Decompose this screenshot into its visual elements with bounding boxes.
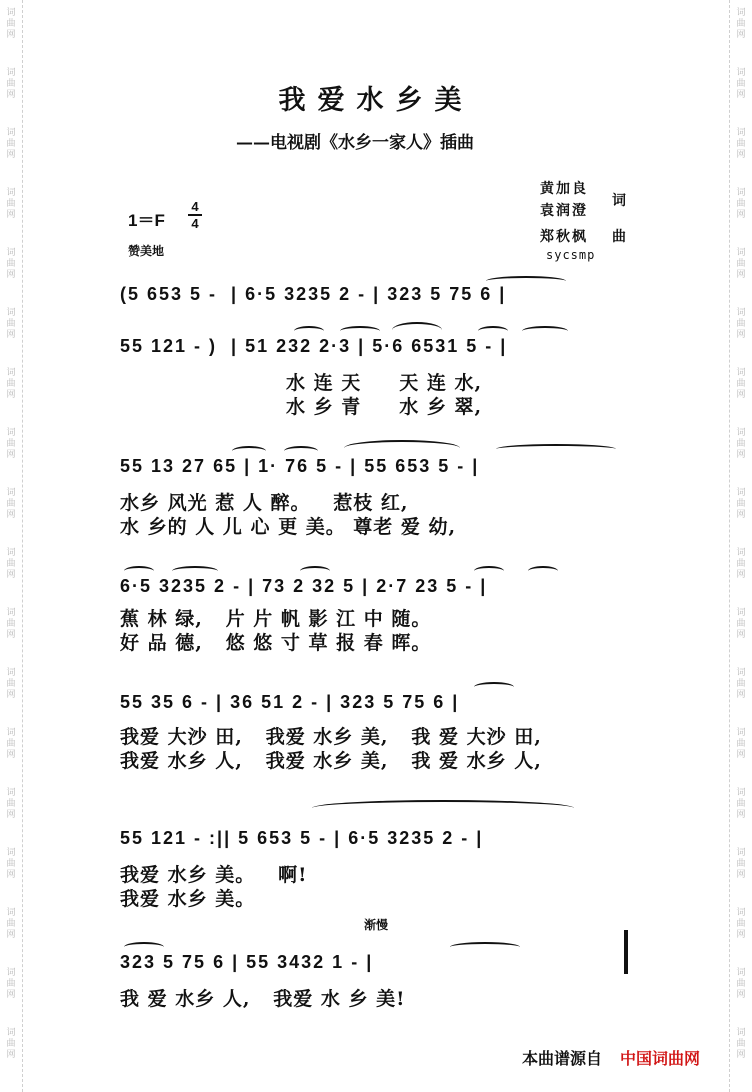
watermark-mark: 词 曲 网 bbox=[6, 968, 16, 1000]
watermark-mark: 词 曲 网 bbox=[736, 8, 746, 40]
system-4-lyrics-2: 好 品 德, 悠 悠 寸 草 报 春 晖。 bbox=[120, 632, 432, 654]
watermark-mark: 词 曲 网 bbox=[6, 308, 16, 340]
tie bbox=[344, 440, 460, 456]
source-brand-link[interactable]: 中国词曲网 bbox=[620, 1051, 701, 1068]
watermark-mark: 词 曲 网 bbox=[6, 188, 16, 220]
slur bbox=[124, 566, 154, 576]
system-4-notes: 6·5 3235 2 - | 73 2 32 5 | 2·7 23 5 - | bbox=[120, 576, 488, 596]
key-signature: 1＝F bbox=[128, 211, 165, 230]
slur bbox=[300, 566, 330, 576]
watermark-mark: 词 曲 网 bbox=[6, 728, 16, 760]
uploader-tag: sycsmp bbox=[546, 248, 596, 262]
watermark-mark: 词 曲 网 bbox=[6, 8, 16, 40]
watermark-mark: 词 曲 网 bbox=[6, 848, 16, 880]
phrase-tie bbox=[312, 800, 574, 816]
watermark-mark: 词 曲 网 bbox=[6, 428, 16, 460]
system-3-notes: 55 13 27 65 | 1· 76 5 - | 55 653 5 - | bbox=[120, 456, 480, 476]
tie bbox=[392, 322, 442, 338]
slur bbox=[528, 566, 558, 576]
source-label: 本曲谱源自 bbox=[522, 1051, 603, 1068]
system-5-lyrics-1: 我爱 大沙 田, 我爱 水乡 美, 我 爱 大沙 田, bbox=[120, 726, 542, 748]
slur bbox=[294, 326, 324, 336]
composer-role: 曲 bbox=[612, 229, 628, 245]
watermark-mark: 词 曲 网 bbox=[736, 788, 746, 820]
watermark-mark: 词 曲 网 bbox=[6, 608, 16, 640]
watermark-mark: 词 曲 网 bbox=[736, 908, 746, 940]
watermark-mark: 词 曲 网 bbox=[6, 668, 16, 700]
watermark-mark: 词 曲 网 bbox=[736, 1028, 746, 1060]
time-signature-top: 4 bbox=[191, 199, 199, 214]
watermark-mark: 词 曲 网 bbox=[736, 128, 746, 160]
system-7-notes: 323 5 75 6 | 55 3432 1 - | bbox=[120, 952, 374, 972]
song-title: 我爱水乡美 bbox=[278, 85, 474, 116]
system-3-lyrics-2: 水 乡的 人 儿 心 更 美。 尊老 爱 幼, bbox=[120, 516, 457, 538]
composer-1: 袁润澄 bbox=[540, 203, 588, 219]
slur bbox=[284, 446, 318, 456]
slur bbox=[124, 942, 164, 952]
watermark-mark: 词 曲 网 bbox=[6, 68, 16, 100]
system-6-lyrics-1: 我爱 水乡 美。 啊! bbox=[120, 864, 308, 886]
watermark-mark: 词 曲 网 bbox=[736, 728, 746, 760]
time-signature bbox=[188, 200, 202, 230]
system-1-notes: (5 653 5 - | 6·5 3235 2 - | 323 5 75 6 | bbox=[120, 284, 507, 304]
watermark-mark: 词 曲 网 bbox=[6, 1028, 16, 1060]
watermark-mark: 词 曲 网 bbox=[736, 668, 746, 700]
system-2-lyrics-1: 水 连 天 天 连 水, bbox=[286, 372, 483, 394]
tempo-marking: 赞美地 bbox=[128, 244, 165, 258]
slur bbox=[340, 326, 380, 336]
system-6-lyrics-2: 我爱 水乡 美。 bbox=[120, 888, 256, 910]
system-2-notes: 55 121 - ) | 51 232 2·3 | 5·6 6531 5 - | bbox=[120, 336, 508, 356]
watermark-mark: 词 曲 网 bbox=[6, 128, 16, 160]
slur bbox=[474, 566, 504, 576]
slur bbox=[450, 942, 520, 952]
source-credit bbox=[522, 1046, 700, 1069]
system-5-notes: 55 35 6 - | 36 51 2 - | 323 5 75 6 | bbox=[120, 692, 460, 712]
lyricist: 黄加良 bbox=[540, 181, 588, 197]
watermark-mark: 词 曲 网 bbox=[6, 908, 16, 940]
slur bbox=[496, 444, 616, 454]
system-4-lyrics-1: 蕉 林 绿, 片 片 帆 影 江 中 随。 bbox=[120, 608, 432, 630]
composer-2: 郑秋枫 bbox=[540, 229, 588, 245]
watermark-mark: 词 曲 网 bbox=[736, 548, 746, 580]
watermark-mark: 词 曲 网 bbox=[6, 788, 16, 820]
system-3-lyrics-1: 水乡 风光 惹 人 醉。 惹枝 红, bbox=[120, 492, 409, 514]
watermark-mark: 词 曲 网 bbox=[736, 968, 746, 1000]
slur bbox=[486, 276, 566, 286]
watermark-mark: 词 曲 网 bbox=[6, 488, 16, 520]
watermark-mark: 词 曲 网 bbox=[6, 548, 16, 580]
watermark-mark: 词 曲 网 bbox=[736, 488, 746, 520]
watermark-mark: 词 曲 网 bbox=[736, 308, 746, 340]
watermark-mark: 词 曲 网 bbox=[736, 368, 746, 400]
watermark-mark: 词 曲 网 bbox=[736, 188, 746, 220]
watermark-mark: 词 曲 网 bbox=[6, 248, 16, 280]
lyricist-role: 词 bbox=[612, 193, 628, 209]
system-6-notes: 55 121 - :|| 5 653 5 - | 6·5 3235 2 - | bbox=[120, 828, 484, 848]
left-watermark-strip bbox=[0, 0, 23, 1092]
slur bbox=[522, 326, 568, 336]
final-barline bbox=[624, 930, 628, 974]
watermark-mark: 词 曲 网 bbox=[736, 608, 746, 640]
watermark-mark: 词 曲 网 bbox=[736, 848, 746, 880]
watermark-mark: 词 曲 网 bbox=[736, 248, 746, 280]
time-signature-bottom: 4 bbox=[191, 216, 199, 231]
system-5-lyrics-2: 我爱 水乡 人, 我爱 水乡 美, 我 爱 水乡 人, bbox=[120, 750, 542, 772]
right-watermark-strip bbox=[729, 0, 752, 1092]
song-subtitle: ——电视剧《水乡一家人》插曲 bbox=[236, 133, 474, 153]
watermark-mark: 词 曲 网 bbox=[6, 368, 16, 400]
watermark-mark: 词 曲 网 bbox=[736, 68, 746, 100]
system-2-lyrics-2: 水 乡 青 水 乡 翠, bbox=[286, 396, 483, 418]
system-7-lyrics-1: 我 爱 水乡 人, 我爱 水 乡 美! bbox=[120, 988, 406, 1010]
watermark-mark: 词 曲 网 bbox=[736, 428, 746, 460]
slur bbox=[232, 446, 266, 456]
slur bbox=[478, 326, 508, 336]
slur bbox=[474, 682, 514, 692]
ritardando-marking: 渐慢 bbox=[364, 918, 389, 932]
slur bbox=[172, 566, 218, 576]
